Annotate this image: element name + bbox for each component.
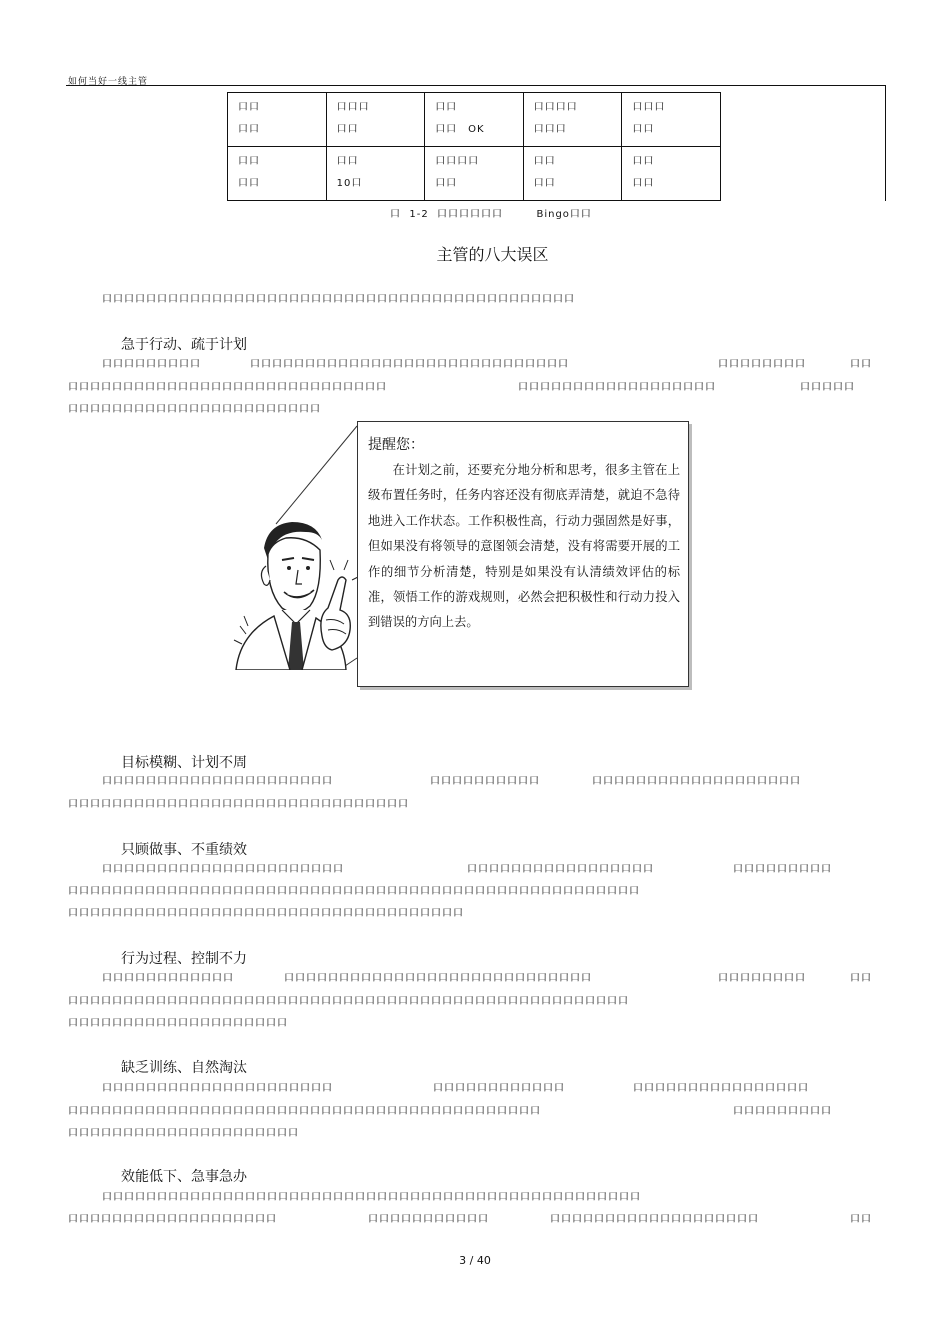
- table-cell: 口口 10口: [326, 147, 425, 201]
- section-heading: 效能低下、急事急办: [121, 1169, 247, 1185]
- paragraph-line: 口口: [850, 359, 872, 370]
- paragraph-line: 口口口口口口口口口口: [430, 776, 540, 787]
- paragraph-line: 口口口口口口口口口口口口口口口口口口口口口口口口口口口口口口口口口口口口口口口口口口口口口口口口口: [102, 1192, 641, 1203]
- table-cell: 口口 口口: [622, 147, 721, 201]
- paragraph-line: 口口口口口口口口: [718, 359, 806, 370]
- paragraph-line: 口口口口口口口口口口口口口口口口口口口: [550, 1214, 759, 1225]
- paragraph-line: 口口口口口口口口口口口口口口口口口口口口口口口口口口口口口口口口口口口口: [68, 908, 464, 919]
- reminder-text: 在计划之前，还要充分地分析和思考，很多主管在上级布置任务时，任务内容还没有彻底弄清楚，就迫不急待地进入工作状态。工作积极性高，行动力强固然是好事，但如果没有将领导的意图领会清楚，没有将需要开展的工作的细节分析清楚，特别是如果没有认清绩效评估的标准，领悟工作的游戏规则，必然会把积极性和行动力投入到错误的方向上去。: [368, 463, 680, 630]
- page-title: 主管的八大误区: [436, 245, 549, 264]
- section-heading: 行为过程、控制不力: [121, 951, 247, 967]
- paragraph-line: 口口口口口口口口口口口口口口口口口口口口口口口口口口口口口口口口口口口口口口口口口口口口口口口口口口口: [68, 996, 629, 1007]
- paragraph-line: 口口口口口口口口口口口口口口口口口口口: [68, 1214, 277, 1225]
- table-row: [228, 147, 721, 201]
- paragraph-line: 口口口口口口口口口口口口口口口口口口口口口口: [102, 864, 344, 875]
- paragraph-line: 口口口口口: [800, 382, 855, 393]
- paragraph-line: 口口: [850, 973, 872, 984]
- table-row: [228, 93, 721, 147]
- running-header-title: 如何当好一线主管: [68, 77, 149, 87]
- section-heading: 急于行动、疏于计划: [121, 337, 247, 353]
- paragraph-line: 口口口口口口口口口口口口口口口口口口口口口口口口口口口口口: [250, 359, 569, 370]
- pointing-man-illustration: [226, 420, 361, 670]
- reminder-title: 提醒您：: [368, 437, 424, 453]
- paragraph-line: 口口口口口口口口口: [102, 359, 201, 370]
- bingo-grid-table: [227, 92, 721, 201]
- table-cell: 口口 口口 OK: [425, 93, 524, 147]
- paragraph-line: 口口口口口口口口口口口口口口口口口口口口口口口口口口口口口: [68, 382, 387, 393]
- table-cell: 口口口 口口: [622, 93, 721, 147]
- table-cell: 口口 口口: [228, 93, 327, 147]
- intro-paragraph: 口口口口口口口口口口口口口口口口口口口口口口口口口口口口口口口口口口口口口口口口口口口: [102, 294, 575, 305]
- reminder-callout: [357, 421, 689, 687]
- section-heading: 目标模糊、计划不周: [121, 755, 247, 771]
- paragraph-line: 口口口口口口口口口: [733, 864, 832, 875]
- paragraph-line: 口口口口口口口口口口口口口口口口口口口: [592, 776, 801, 787]
- paragraph-line: 口口口口口口口口口口口口口口口口口口口口口口口口口口口口口口口口口口口口口口口口口口口: [68, 1106, 541, 1117]
- figure-caption: 口 1-2 口口口口口口 Bingo口口: [390, 209, 592, 220]
- table-cell: 口口口口 口口: [425, 147, 524, 201]
- paragraph-line: 口口口口口口口口口口口口: [433, 1083, 565, 1094]
- section-heading: 只顾做事、不重绩效: [121, 842, 247, 858]
- paragraph-line: 口口口口口口口口口口口口口口口口口: [467, 864, 654, 875]
- table-cell: 口口口 口口: [326, 93, 425, 147]
- paragraph-line: 口口口口口口口口口口口口口口口口口口口口口口口口口口口口口口口: [68, 799, 409, 810]
- section-heading: 缺乏训练、自然淘汰: [121, 1060, 247, 1076]
- paragraph-line: 口口口口口口口口口口口口口口口口口口口口口: [68, 1128, 299, 1139]
- paragraph-line: 口口口口口口口口口口口口口口口口口口口口口口口口口口口口: [284, 973, 592, 984]
- paragraph-line: 口口口口口口口口: [718, 973, 806, 984]
- table-cell: 口口 口口: [228, 147, 327, 201]
- paragraph-line: 口口: [850, 1214, 872, 1225]
- paragraph-line: 口口口口口口口口口口口: [368, 1214, 489, 1225]
- paragraph-line: 口口口口口口口口口口口口口口口口口口口口口口口口口口口口口口口口口口口口口口口口口口口口口口口口口口口口: [68, 886, 640, 897]
- paragraph-line: 口口口口口口口口口口口口口口口口口口口口口口口: [68, 404, 321, 415]
- header-rule: [66, 85, 886, 86]
- page-number: 3 / 40: [459, 1254, 491, 1267]
- table-cell: 口口 口口: [523, 147, 622, 201]
- paragraph-line: 口口口口口口口口口口口口口口口口: [633, 1083, 809, 1094]
- paragraph-line: 口口口口口口口口口口口口口口口口口口: [518, 382, 716, 393]
- paragraph-line: 口口口口口口口口口口口口: [102, 973, 234, 984]
- paragraph-line: 口口口口口口口口口口口口口口口口口口口口口: [102, 776, 333, 787]
- paragraph-line: 口口口口口口口口口: [733, 1106, 832, 1117]
- header-side-rule: [885, 85, 886, 201]
- table-cell: 口口口口 口口口: [523, 93, 622, 147]
- paragraph-line: 口口口口口口口口口口口口口口口口口口口口: [68, 1018, 288, 1029]
- paragraph-line: 口口口口口口口口口口口口口口口口口口口口口: [102, 1083, 333, 1094]
